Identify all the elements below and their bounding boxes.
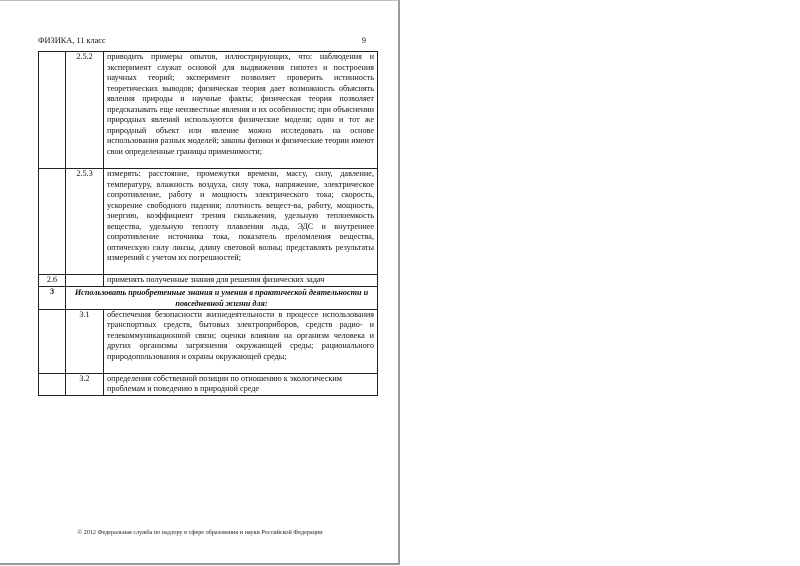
table-row — [39, 169, 378, 275]
subject-title: ФИЗИКА, 11 класс — [38, 36, 106, 45]
section-code-cell — [39, 373, 66, 395]
page-number: 9 — [361, 36, 366, 45]
section-code-cell — [39, 52, 66, 169]
section-code-cell — [39, 309, 66, 373]
copyright-footer: © 2012 Федеральная служба по надзору в сфере образования и науки Российской Федерации — [77, 529, 323, 536]
subsection-code-cell: 3.2 — [66, 373, 104, 395]
table-row — [39, 373, 378, 395]
subsection-code-cell: 3.1 — [66, 309, 104, 373]
subsection-code-cell: 2.5.3 — [66, 169, 104, 275]
document-page — [0, 0, 400, 565]
section-code-cell: 2.6 — [39, 275, 66, 287]
running-header — [38, 36, 377, 45]
subsection-code-cell: 2.5.2 — [66, 52, 104, 169]
requirements-table — [38, 51, 378, 396]
section-code-cell: 3 — [39, 286, 66, 309]
table-row — [39, 52, 378, 169]
requirement-text-cell: измерять: расстояние, промежутки времени, массу, силу, давление, температуру, влажность воздуха, силу тока, напряжение, электрическое сопротивление, работу и мощность электрического тока; скорость, ускорение свободного падения; плотность вещест-ва, работу, мощность, энергию, коэффициент трения скольжения, удельную теплоемкость вещества, удельную теплоту плавления льда, ЭДС и внутреннее сопротивление источника тока, показатель преломления вещества, оптическую силу линзы, длину световой волны; представлять результаты измерений с учетом их погрешностей; — [104, 169, 378, 275]
requirement-text-cell: приводить примеры опытов, иллюстрирующих, что: наблюдения и эксперимент служат основой для выдвижения гипотез и построения научных теорий; эксперимент позволяет проверить истинность теоретических выводов; физическая теория дает возможность объяснять явления природы и научные факты; физическая теория позволяет предсказывать еще неизвестные явления и их особенности; при объяснении природных явлений используются физические модели; один и тот же природный объект или явление можно исследовать на основе использования разных моделей; законы физики и физические теории имеют свои определенные границы применимости; — [104, 52, 378, 169]
requirement-text-cell: определения собственной позиции по отношению к экологическим проблемам и поведению в природной среде — [104, 373, 378, 395]
table-row-heading — [39, 286, 378, 309]
section-heading-cell: Использовать приобретенные знания и умения в практической деятельности и повседневной жизни для: — [66, 286, 378, 309]
requirement-text-cell: применять полученные знания для решения физических задач — [104, 275, 378, 287]
table-row — [39, 309, 378, 373]
table-row — [39, 275, 378, 287]
section-code-cell — [39, 169, 66, 275]
requirement-text-cell: обеспечения безопасности жизнедеятельности в процессе использования транспортных средств, бытовых электроприборов, средств радио- и телекоммуникационной связи; оценки влияния на организм человека и других организмы загрязнения окружающей среды; рационального природопользования и охраны окружающей среды; — [104, 309, 378, 373]
subsection-code-cell — [66, 275, 104, 287]
